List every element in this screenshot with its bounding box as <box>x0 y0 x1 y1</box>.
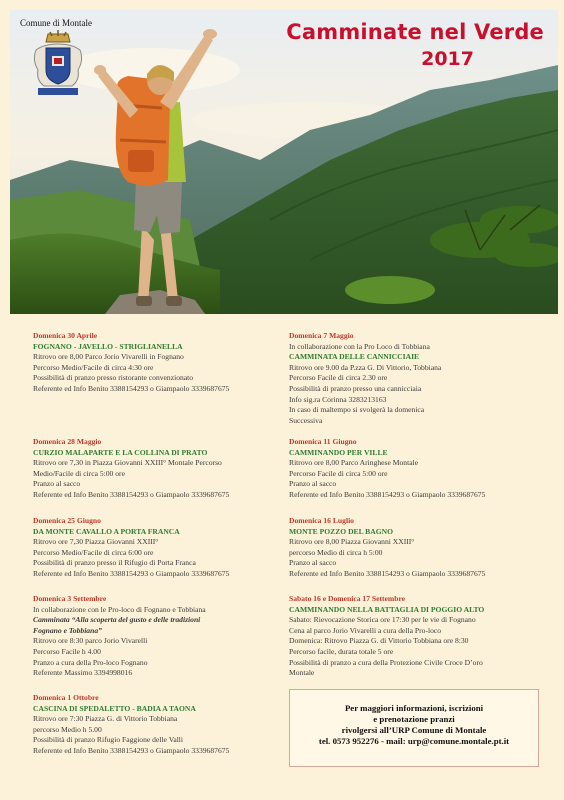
event-line: Percorso Facile di circa 2.30 ore <box>289 373 388 383</box>
info-box <box>289 689 539 767</box>
event-date: Domenica 3 Settembre <box>33 594 107 603</box>
event-line: Ritrovo ore 8,00 Piazza Giovanni XXIII° <box>289 537 415 547</box>
event-line: Possibilità di pranzo presso ristorante convenzionato <box>33 373 194 383</box>
event-line: Possibilità di pranzo Rifugio Faggione delle Valli <box>33 735 184 745</box>
info-line: rivolgersi all’URP Comune di Montale <box>341 725 487 735</box>
event-line: Percorso Facile di circa 5:00 ore <box>289 468 388 478</box>
event-line: Ritrovo ore 7:30 Piazza G. di Vittorio Tobbiana <box>33 714 178 724</box>
event-line: Percorso Medio/Facile di circa 4:30 ore <box>33 362 154 372</box>
event-date: Domenica 25 Giugno <box>33 516 101 525</box>
event-line: Fognano e Tobbiana” <box>33 625 102 635</box>
event-name: CAMMINATA DELLE CANNICCIAIE <box>289 352 420 362</box>
event-name: CAMMINANDO PER VILLE <box>289 447 388 457</box>
event-line: Ritrovo ore 8,00 Parco Aringhese Montale <box>289 458 419 468</box>
event-date: Domenica 30 Aprile <box>33 331 98 340</box>
event-line: Percorso facile, durata totale 5 ore <box>289 646 394 656</box>
event-name: CAMMINANDO NELLA BATTAGLIA DI POGGIO ALTO <box>289 604 485 614</box>
event-right-1 <box>289 331 549 426</box>
event-line: Ritrovo ore 8:30 parco Jorio Vivarelli <box>33 636 148 646</box>
event-line: Percorso Facile h 4.00 <box>33 646 101 656</box>
event-line: Pranzo al sacco <box>33 479 81 489</box>
event-name: CURZIO MALAPARTE E LA COLLINA DI PRATO <box>33 447 208 457</box>
event-date: Domenica 1 Ottobre <box>33 693 99 702</box>
event-name: MONTE POZZO DEL BAGNO <box>289 526 394 536</box>
event-line: Ritrovo ore 9.00 da P.zza G. Di Vittorio, Tobbiana <box>289 362 442 372</box>
title-main: Camminate nel Verde <box>286 20 544 44</box>
event-line: Domenica: Ritrovo Piazza G. di Vittorio Tobbiana ore 8:30 <box>289 636 469 646</box>
event-line: Successiva <box>289 415 323 425</box>
event-date: Domenica 28 Maggio <box>33 437 102 446</box>
event-left-1 <box>33 331 283 395</box>
event-line: Pranzo al sacco <box>289 558 337 568</box>
event-line: Referente ed Info Benito 3388154293 o Giampaolo 3339687675 <box>289 489 486 499</box>
event-left-2 <box>33 437 283 501</box>
event-left-3 <box>33 516 283 580</box>
event-line: Referente ed Info Benito 3388154293 o Giampaolo 3339687675 <box>289 568 486 578</box>
event-date: Sabato 16 e Domenica 17 Settembre <box>289 594 406 603</box>
event-line: Medio/Facile di circa 5:00 ore <box>33 468 125 478</box>
event-left-5 <box>33 693 283 757</box>
event-line: Referente ed Info Benito 3388154293 o Giampaolo 3339687675 <box>33 383 230 393</box>
event-line: Referente Massimo 3394998016 <box>33 668 133 678</box>
event-name: FOGNANO - JAVELLO - STRIGLIANELLA <box>33 341 183 351</box>
event-line: Pranzo a cura della Pro-loco Fognano <box>33 657 148 667</box>
info-line: Per maggiori informazioni, iscrizioni <box>344 703 484 713</box>
title-year: 2017 <box>421 48 474 70</box>
event-line: In collaborazione con le Pro-loco di Fognano e Tobbiana <box>33 604 206 614</box>
event-right-2 <box>289 437 549 501</box>
event-line: Info sig.ra Corinna 3283213163 <box>289 394 387 404</box>
event-line: Referente ed Info Benito 3388154293 o Giampaolo 3339687675 <box>33 745 230 755</box>
event-name: CASCINA DI SPEDALETTO - BADIA A TAONA <box>33 703 196 713</box>
info-line: e prenotazione pranzi <box>373 714 455 724</box>
event-left-4 <box>33 594 283 679</box>
event-date: Domenica 11 Giugno <box>289 437 357 446</box>
event-line: Possibilità di pranzo presso una cannicciaia <box>289 383 422 393</box>
event-line: Camminata “Alla scoperta del gusto e delle tradizioni <box>33 615 201 625</box>
event-line: In caso di maltempo si svolgerà la domenica <box>289 405 425 415</box>
event-line: Sabato: Rievocazione Storica ore 17:30 per le vie di Fognano <box>289 615 476 625</box>
event-line: In collaborazione con la Pro Loco di Tobbiana <box>289 341 430 351</box>
coat-of-arms-icon <box>32 30 84 98</box>
event-line: percorso Medio di circa h 5:00 <box>289 547 383 557</box>
event-line: Possibilità di pranzo presso il Rifugio di Porta Franca <box>33 558 196 568</box>
info-contact-line[interactable]: tel. 0573 952276 - mail: urp@comune.montale.pt.it <box>318 736 510 746</box>
event-right-4 <box>289 594 549 679</box>
event-line: Ritrovo ore 8,00 Parco Jorio Vivarelli in Fognano <box>33 352 184 362</box>
event-line: Percorso Medio/Facile di circa 6:00 ore <box>33 547 154 557</box>
event-line: percorso Medio h 5.00 <box>33 724 102 734</box>
event-line: Ritrovo ore 7,30 in Piazza Giovanni XXIII° Montale Percorso <box>33 458 222 468</box>
event-line: Cena al parco Jorio Vivarelli a cura della Pro-loco <box>289 625 442 635</box>
event-line: Referente ed Info Benito 3388154293 o Giampaolo 3339687675 <box>33 568 230 578</box>
comune-label: Comune di Montale <box>20 18 92 28</box>
event-line: Montale <box>289 668 315 678</box>
event-right-3 <box>289 516 549 580</box>
event-date: Domenica 16 Luglio <box>289 516 354 525</box>
poster-title <box>224 20 544 70</box>
event-line: Referente ed Info Benito 3388154293 o Giampaolo 3339687675 <box>33 489 230 499</box>
event-line: Ritrovo ore 7,30 Piazza Giovanni XXIII° <box>33 537 159 547</box>
event-line: Possibilità di pranzo a cura della Protezione Civile Croce D’oro <box>289 657 483 667</box>
event-line: Pranzo al sacco <box>289 479 337 489</box>
event-name: DA MONTE CAVALLO A PORTA FRANCA <box>33 526 180 536</box>
event-date: Domenica 7 Maggio <box>289 331 354 340</box>
